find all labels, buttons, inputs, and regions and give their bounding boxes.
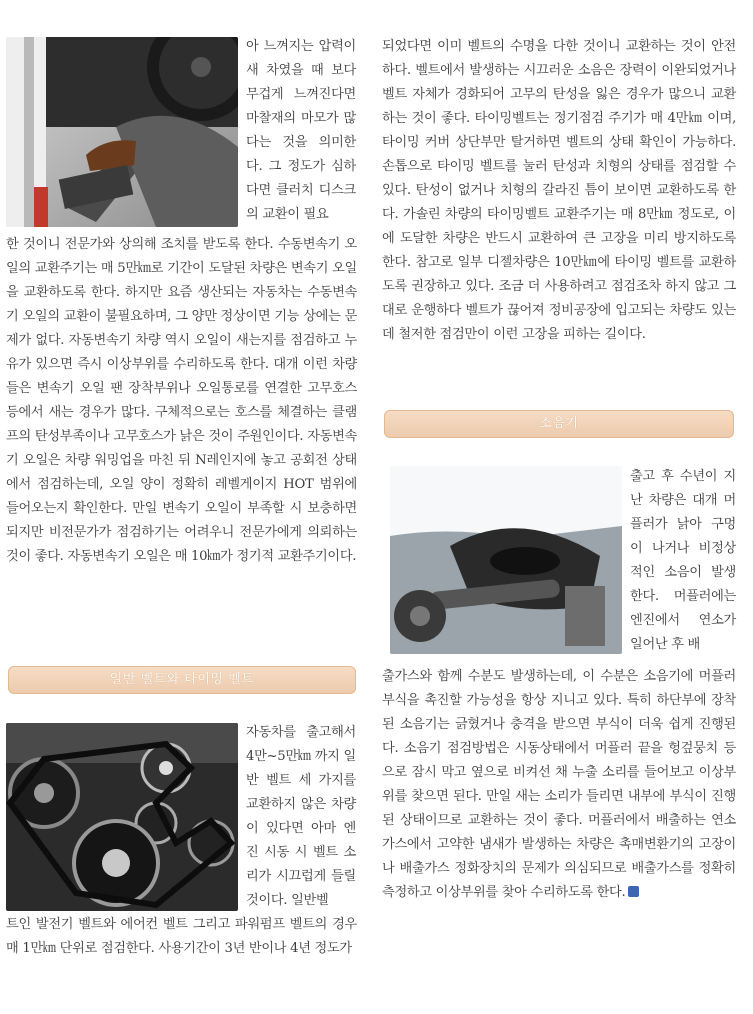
section-header-muffler-label: 소음기	[539, 416, 579, 431]
clutch-pedal-photo	[6, 37, 238, 227]
section-header-belt-label: 일반 벨트와 타이밍 벨트	[109, 672, 255, 687]
right-para-belt-cont: 되었다면 이미 벨트의 수명을 다한 것이니 교환하는 것이 안전하다. 벨트에서 발생하는 시끄러운 소음은 장력이 이완되었거나 벨트 자체가 경화되어 고무의 탄성을 잃은 경우가 많으니 교환하는 것이 좋다. 타이밍벨트는 정기점검 주기가 매 4만㎞ 이며, 타이밍 커버 상단부만 탈거하면 벨트의 상태 확인이 가능하다. 손톱으로 타이밍 벨트를 눌러 탄성과 치형의 상태를 점검할 수 있다. 탄성이 없거나 치형의 갈라진 틈이 보이면 교환하도록 한다. 가솔린 차량의 타이밍벨트 교환주기는 매 8만㎞ 정도로, 이에 도달한 차량은 반드시 교환하여 큰 고장을 미리 방지하도록 한다. 참고로 일부 디젤차량은 10만㎞에 타이밍 벨트를 교환하도록 권장하고 있다. 조금 더 사용하려고 점검조차 하지 않고 그대로 운행하다 벨트가 끊어져 정비공장에 입고되는 차량도 있는데 철저한 점검만이 이런 고장을 피하는 길이다.	[382, 39, 736, 342]
section-header-belt	[8, 666, 356, 694]
section-header-muffler	[384, 410, 734, 438]
left-para-belt-full: 트인 발전기 벨트와 에어컨 벨트 그리고 파워펌프 벨트의 경우 매 1만㎞ 단위로 점검한다. 사용기간이 3년 반이나 4년 정도가	[6, 917, 357, 956]
right-para-muffler-text: 출가스와 함께 수분도 발생하는데, 이 수분은 소음기에 머플러 부식을 촉진할 가능성을 항상 지니고 있다. 특히 하단부에 장착된 소음기는 긁혔거나 충격을 받으면 부식이 더욱 쉽게 진행된다. 소음기 점검방법은 시동상태에서 머플러 끝을 헝겊뭉치 등으로 잠시 막고 옆으로 비켜선 채 누출 소리를 들어보고 이상부위를 찾으면 된다. 만일 새는 소리가 들리면 내부에 부식이 진행된 상태이므로 교환하는 것이 좋다. 머플러에서 배출하는 연소가스에서 고약한 냄새가 발생하는 차량은 촉매변환기의 고장이나 배출가스 정화장치의 문제가 의심되므로 배출가스를 정확히 측정하고 이상부위를 찾아 수리하도록 한다.	[382, 669, 736, 900]
left-para-belt-wrap: 자동차를 출고해서 4만~5만㎞ 까지 일반 벨트 세 가지를 교환하지 않은 차량이 있다면 아마 엔진 시동 시 벨트 소리가 시끄럽게 들릴 것이다. 일반벨	[246, 725, 356, 908]
end-mark-icon	[628, 886, 639, 897]
engine-belt-photo	[6, 723, 238, 911]
left-para-clutch-wrap: 아 느껴지는 압력이 새 차였을 때 보다 무겁게 느껴진다면 마찰재의 마모가 많다는 것을 의미한다. 그 정도가 심하다면 클러치 디스크의 교환이 필요	[246, 39, 356, 222]
right-para-muffler-full	[382, 665, 736, 905]
muffler-photo	[390, 466, 622, 654]
right-para-muffler-wrap: 출고 후 수년이 지난 차량은 대개 머플러가 낡아 구멍이 나거나 비정상적인 소음이 발생한다. 머플러에는 엔진에서 연소가 일어난 후 배	[630, 469, 736, 652]
left-para-clutch-full: 한 것이니 전문가와 상의해 조치를 받도록 한다. 수동변속기 오일의 교환주기는 매 5만㎞로 기간이 도달된 차량은 변속기 오일을 교환하도록 한다. 하지만 요즘 생산되는 자동차는 수동변속기 오일의 교환이 불필요하며, 그 양만 정상이면 기능 상에는 문제가 없다. 자동변속기 차량 역시 오일이 새는지를 점검하고 누유가 있으면 즉시 이상부위를 수리하도록 한다. 대개 이런 차량들은 변속기 오일 팬 장착부위나 오일통로를 연결한 고무호스 등에서 새는 경우가 많다. 구체적으로는 호스를 체결하는 클램프의 탄성부족이나 고무호스가 낡은 것이 주원인이다. 자동변속기 오일은 차량 워밍업을 마친 뒤 N레인지에 놓고 공회전 상태에서 점검하는데, 오일 양이 정확히 레벨게이지 HOT 범위에 들어오는지 확인한다. 만일 변속기 오일이 부족할 시 보충하면 되지만 비전문가가 점검하기는 어려우니 전문가에게 의뢰하는 것이 좋다. 자동변속기 오일은 매 10㎞가 정기적 교환주기이다.	[6, 237, 357, 564]
